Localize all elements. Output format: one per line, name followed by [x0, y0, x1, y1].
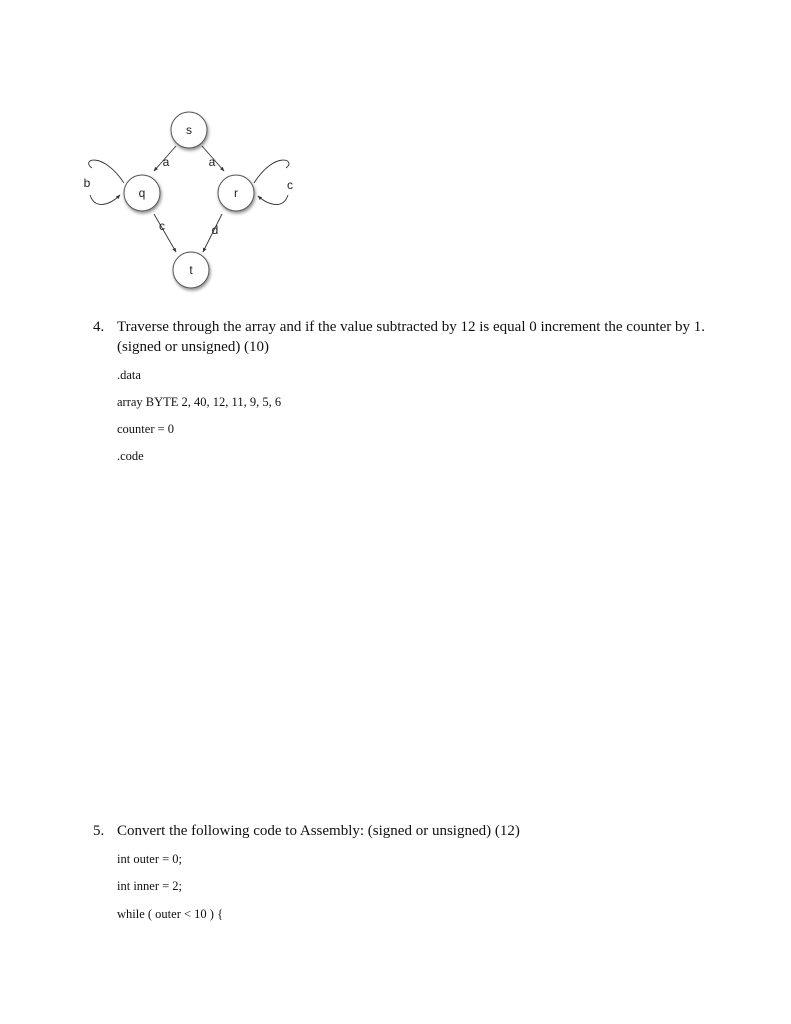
q5-code-line-while: while ( outer < 10 ) {	[117, 907, 224, 921]
node-r-label: r	[234, 186, 238, 200]
edge-r-loop-label: c	[287, 178, 293, 192]
node-q	[124, 175, 160, 211]
node-t-label: t	[189, 263, 193, 277]
q4-code-line-data: .data	[117, 368, 141, 382]
node-r	[218, 175, 254, 211]
edge-r-self-loop	[254, 160, 289, 204]
node-s-label: s	[186, 123, 192, 137]
q4-code-line-code: .code	[117, 449, 144, 463]
node-q-label: q	[138, 186, 146, 200]
question-4-number: 4.	[93, 319, 105, 335]
edge-s-r-label: a	[208, 155, 216, 169]
node-t	[173, 252, 209, 288]
q5-code-line-outer: int outer = 0;	[117, 852, 183, 866]
q5-code-line-inner: int inner = 2;	[117, 879, 183, 893]
question-5-text: Convert the following code to Assembly: (signed or unsigned) (12)	[117, 823, 520, 839]
question-4-text: Traverse through the array and if the value subtracted by 12 is equal 0 increment the counter by 1. (signed or unsigned) (10)	[117, 319, 706, 355]
q4-code-line-array: array BYTE 2, 40, 12, 11, 9, 5, 6	[117, 395, 282, 409]
edge-q-self-loop	[89, 160, 124, 204]
q4-code-line-counter: counter = 0	[117, 422, 175, 436]
edge-q-t	[154, 214, 176, 252]
edge-q-loop-label: b	[83, 176, 91, 190]
edge-r-t-label: d	[211, 223, 219, 237]
question-5-number: 5.	[93, 823, 105, 839]
edge-q-t-label: c	[159, 219, 165, 233]
edge-s-q-label: a	[162, 155, 170, 169]
node-s	[171, 112, 207, 148]
state-diagram	[0, 0, 791, 300]
